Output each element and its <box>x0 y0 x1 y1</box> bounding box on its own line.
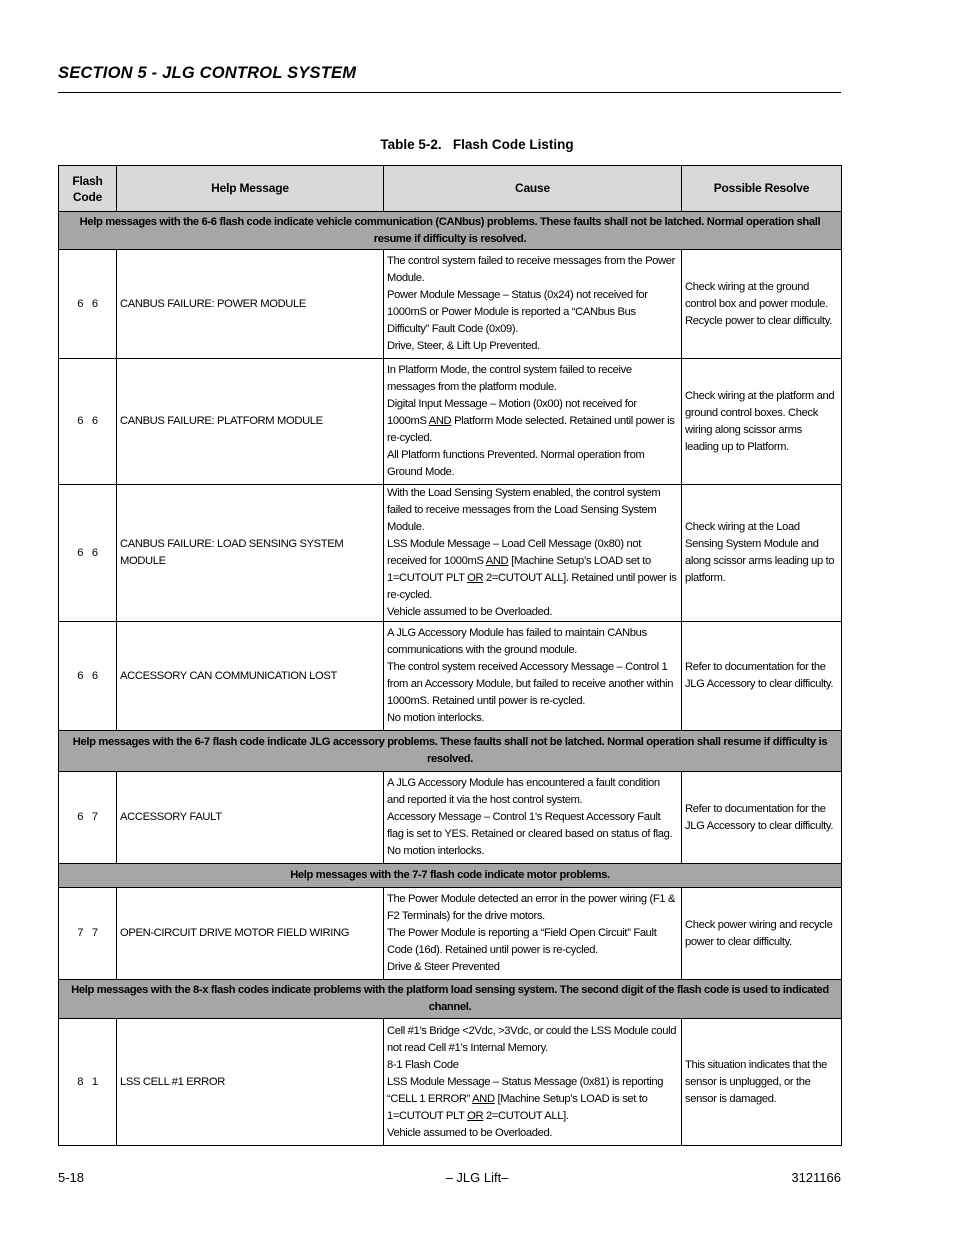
table-row <box>59 1019 842 1146</box>
cause-cell <box>384 485 682 622</box>
cause-line: All Platform functions Prevented. Normal operation from Ground Mode. <box>387 449 645 478</box>
group-heading: Help messages with the 6-6 flash code indicate vehicle communication (CANbus) problems. These faults shall not be latched. Normal operation shall resume if difficulty is resolved. <box>59 212 842 250</box>
cause-line: Drive, Steer, & Lift Up Prevented. <box>387 340 540 352</box>
document-number: 3121166 <box>791 1170 841 1185</box>
cause-line: A JLG Accessory Module has failed to maintain CANbus communications with the ground module. <box>387 627 647 656</box>
help-message-cell: CANBUS FAILURE: PLATFORM MODULE <box>117 359 384 485</box>
group-heading: Help messages with the 7-7 flash code indicate motor problems. <box>59 864 842 888</box>
group-row <box>59 212 842 250</box>
help-message-cell: CANBUS FAILURE: LOAD SENSING SYSTEM MODULE <box>117 485 384 622</box>
emphasis-operator: AND <box>472 1092 495 1105</box>
resolve-cell: Check power wiring and recycle power to clear difficulty. <box>682 888 842 980</box>
group-row <box>59 864 842 888</box>
table-row <box>59 359 842 485</box>
resolve-cell: Check wiring at the platform and ground control boxes. Check wiring along scissor arms leading up to Platform. <box>682 359 842 485</box>
flash-code-cell: 6 7 <box>59 772 117 864</box>
cause-cell <box>384 622 682 731</box>
section-title: SECTION 5 - JLG CONTROL SYSTEM <box>58 64 357 82</box>
cause-cell <box>384 1019 682 1146</box>
help-message-cell: OPEN-CIRCUIT DRIVE MOTOR FIELD WIRING <box>117 888 384 980</box>
column-header-possible-resolve: Possible Resolve <box>682 166 842 212</box>
cause-cell <box>384 359 682 485</box>
cause-cell <box>384 888 682 980</box>
group-row <box>59 731 842 772</box>
cause-line: Cell #1’s Bridge <2Vdc, >3Vdc, or could the LSS Module could not read Cell #1’s Internal Memory. <box>387 1024 677 1054</box>
flash-code-table <box>58 165 842 1146</box>
resolve-cell: This situation indicates that the sensor is unplugged, or the sensor is damaged. <box>682 1019 842 1146</box>
emphasis-operator: OR <box>467 572 484 584</box>
help-message-cell: CANBUS FAILURE: POWER MODULE <box>117 250 384 359</box>
cause-line: LSS Module Message – Load Cell Message (0x80) not received for 1000mS AND [Machine Setup’s LOAD set to 1=CUTOUT PLT OR 2=CUTOUT ALL]. Retained until power is re-cycled. <box>387 538 677 601</box>
flash-code-cell: 6 6 <box>59 250 117 359</box>
flash-code-cell: 6 6 <box>59 359 117 485</box>
cause-line: Accessory Message – Control 1’s Request Accessory Fault flag is set to YES. Retained or cleared based on status of flag. <box>387 811 673 840</box>
group-heading: Help messages with the 6-7 flash code indicate JLG accessory problems. These faults shall not be latched. Normal operation shall resume if difficulty is resolved. <box>59 731 842 772</box>
flash-code-cell: 6 6 <box>59 622 117 731</box>
cause-line: No motion interlocks. <box>387 712 485 724</box>
help-message-cell: LSS CELL #1 ERROR <box>117 1019 384 1146</box>
cause-line: No motion interlocks. <box>387 845 485 857</box>
cause-line: The control system received Accessory Message – Control 1 from an Accessory Module, but failed to receive another within 1000mS. Retained until power is re-cycled. <box>387 661 674 707</box>
column-header-help-message: Help Message <box>117 166 384 212</box>
resolve-cell: Check wiring at the ground control box and power module. Recycle power to clear difficulty. <box>682 250 842 359</box>
resolve-cell: Refer to documentation for the JLG Accessory to clear difficulty. <box>682 772 842 864</box>
flash-code-cell: 8 1 <box>59 1019 117 1146</box>
footer-center-text: – JLG Lift– <box>445 1170 509 1185</box>
group-row <box>59 980 842 1019</box>
resolve-cell: Refer to documentation for the JLG Accessory to clear difficulty. <box>682 622 842 731</box>
cause-line: The Power Module is reporting a “Field Open Circuit” Fault Code (16d). Retained until power is re-cycled. <box>387 927 657 956</box>
help-message-cell: ACCESSORY CAN COMMUNICATION LOST <box>117 622 384 731</box>
cause-line: 8-1 Flash Code <box>387 1058 459 1071</box>
cause-line: The control system failed to receive messages from the Power Module. <box>387 255 676 284</box>
cause-cell <box>384 772 682 864</box>
emphasis-operator: OR <box>467 1109 484 1122</box>
cause-line: With the Load Sensing System enabled, the control system failed to receive messages from the Load Sensing System Module. <box>387 487 661 533</box>
cause-line: Vehicle assumed to be Overloaded. <box>387 606 553 618</box>
emphasis-operator: AND <box>485 555 509 567</box>
cause-line: Vehicle assumed to be Overloaded. <box>387 1126 553 1139</box>
cause-cell <box>384 250 682 359</box>
cause-line: A JLG Accessory Module has encountered a fault condition and reported it via the host control system. <box>387 777 660 806</box>
flash-code-cell: 7 7 <box>59 888 117 980</box>
flash-code-cell: 6 6 <box>59 485 117 622</box>
page-number: 5-18 <box>58 1170 85 1185</box>
cause-line: The Power Module detected an error in the power wiring (F1 & F2 Terminals) for the drive motors. <box>387 893 676 922</box>
table-caption: Table 5-2. Flash Code Listing <box>380 137 574 152</box>
cause-line: In Platform Mode, the control system failed to receive messages from the platform module. <box>387 364 632 393</box>
cause-line: Drive & Steer Prevented <box>387 961 500 973</box>
cause-line: Digital Input Message – Motion (0x00) not received for 1000mS AND Platform Mode selected. Retained until power is re-cycled. <box>387 398 675 444</box>
header-rule <box>58 92 841 93</box>
emphasis-operator: AND <box>428 415 452 427</box>
table-row <box>59 888 842 980</box>
cause-line: LSS Module Message – Status Message (0x81) is reporting “CELL 1 ERROR” AND [Machine Setup’s LOAD is set to 1=CUTOUT PLT OR 2=CUTOUT ALL]. <box>387 1075 664 1122</box>
help-message-cell: ACCESSORY FAULT <box>117 772 384 864</box>
table-row <box>59 485 842 622</box>
cause-line: Power Module Message – Status (0x24) not received for 1000mS or Power Module is reported a “CANbus Bus Difficulty” Fault Code (0x09). <box>387 289 648 335</box>
table-header-row <box>59 166 842 212</box>
column-header-cause: Cause <box>384 166 682 212</box>
table-row <box>59 622 842 731</box>
table-row <box>59 772 842 864</box>
group-heading: Help messages with the 8-x flash codes indicate problems with the platform load sensing system. The second digit of the flash code is used to indicated channel. <box>59 980 842 1019</box>
resolve-cell: Check wiring at the Load Sensing System Module and along scissor arms leading up to platform. <box>682 485 842 622</box>
column-header-flash-code: Flash Code <box>59 166 117 212</box>
table-row <box>59 250 842 359</box>
